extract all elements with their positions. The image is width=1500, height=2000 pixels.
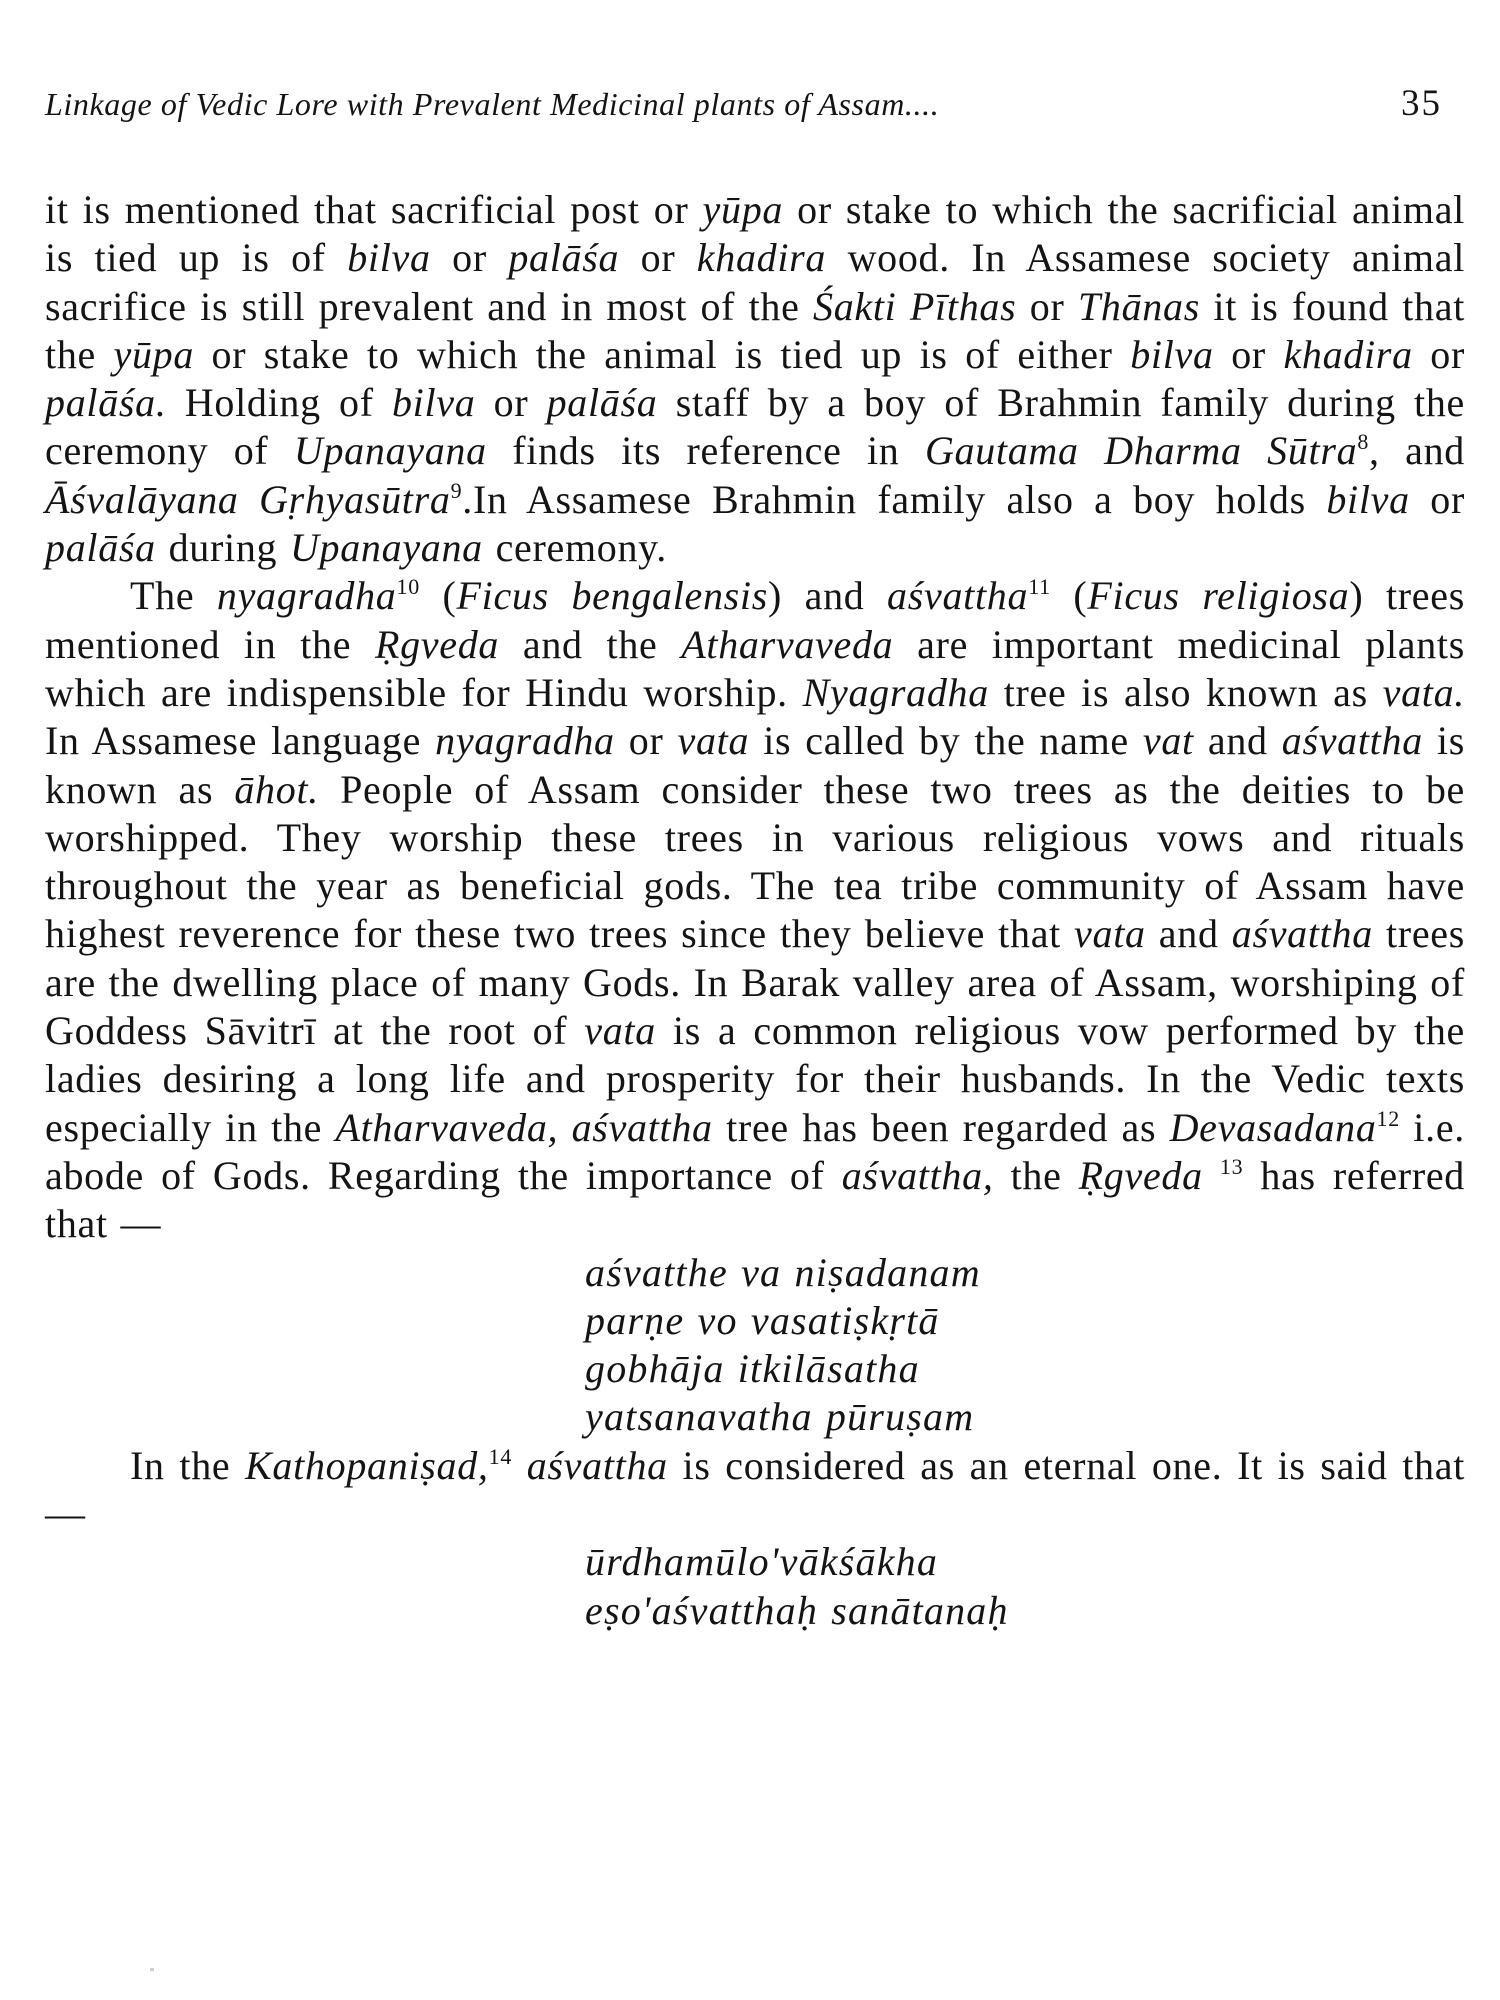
footnote-ref: 8 [1357,429,1370,455]
scan-speck [150,1968,154,1971]
paragraph-2: The nyagradha$^{10}$ (Ficus bengalensis) and aśvattha$^{11}$ (Ficus religiosa) trees mentioned in the Ṛgveda and the Atharvaveda are important medicinal plants which are indispensible for Hindu worship. Nyagradha tree is also known as vata. In Assamese language nyagradha or vata is called by the name vat and aśvattha is known as āhot. People of Assam consider these two trees as the deities to be worshipped. They worship these trees in various religious vows and rituals throughout the year as beneficial gods. The tea tribe community of Assam have highest reverence for these two trees since they believe that vata and aśvattha trees are the dwelling place of many Gods. In Barak valley area of Assam, worshiping of Goddess Sāvitrī at the root of vata is a common religious vow performed by the ladies desiring a long life and prosperity for their husbands. In the Vedic texts especially in the Atharvaveda, aśvattha tree has been regarded as Devasadana$^{12}$ i.e. abode of Gods. Regarding the importance of aśvattha, the Ṛgveda $^{13}$ has referred that — [45,573,1466,1247]
paragraph-1: it is mentioned that sacrificial post or yūpa or stake to which the sacrificial animal is tied up is of bilva or palāśa or khadira wood. In Assamese society animal sacrifice is still prevalent and in most of the Śakti Pīthas or Thānas it is found that the yūpa or stake to which the animal is tied up is of either bilva or khadira or palāśa. Holding of bilva or palāśa staff by a boy of Brahmin family during the ceremony of Upanayana finds its reference in Gautama Dharma Sūtra$^8$, and Āśvalāyana Gṛhyasūtra$^9$.In Assamese Brahmin family also a boy holds bilva or palāśa during Upanayana ceremony. [45,187,1466,571]
footnote-ref: 9 [450,477,463,503]
verse-line: parṇe vo vasatiṣkṛtā [585,1297,940,1343]
verse-line: gobhāja itkilāsatha [585,1346,920,1392]
running-header [45,82,1460,142]
verse-quote-2 [45,1538,1465,1635]
footnote-ref: 11 [1028,574,1051,600]
footnote-ref: 12 [1376,1105,1400,1131]
page-number: 35 [1401,83,1442,124]
verse-quote-1 [45,1249,1465,1442]
running-title: Linkage of Vedic Lore with Prevalent Medicinal plants of Assam.... [45,86,940,122]
verse-line: ūrdhamūlo'vākśākha [585,1539,939,1585]
footnote-ref: 14 [488,1443,513,1469]
paragraph-3: In the Kathopaniṣad,$^{14}$ aśvattha is considered as an eternal one. It is said that— [45,1442,1466,1537]
verse-line: yatsanavatha pūruṣam [585,1394,975,1440]
verse-line: eṣo'aśvatthaḥ sanātanaḥ [585,1587,1009,1633]
footnote-ref: 13 [1219,1153,1244,1179]
footnote-ref: 10 [396,574,420,600]
verse-line: aśvatthe va niṣadanam [585,1249,981,1295]
body-text [45,186,1465,1635]
